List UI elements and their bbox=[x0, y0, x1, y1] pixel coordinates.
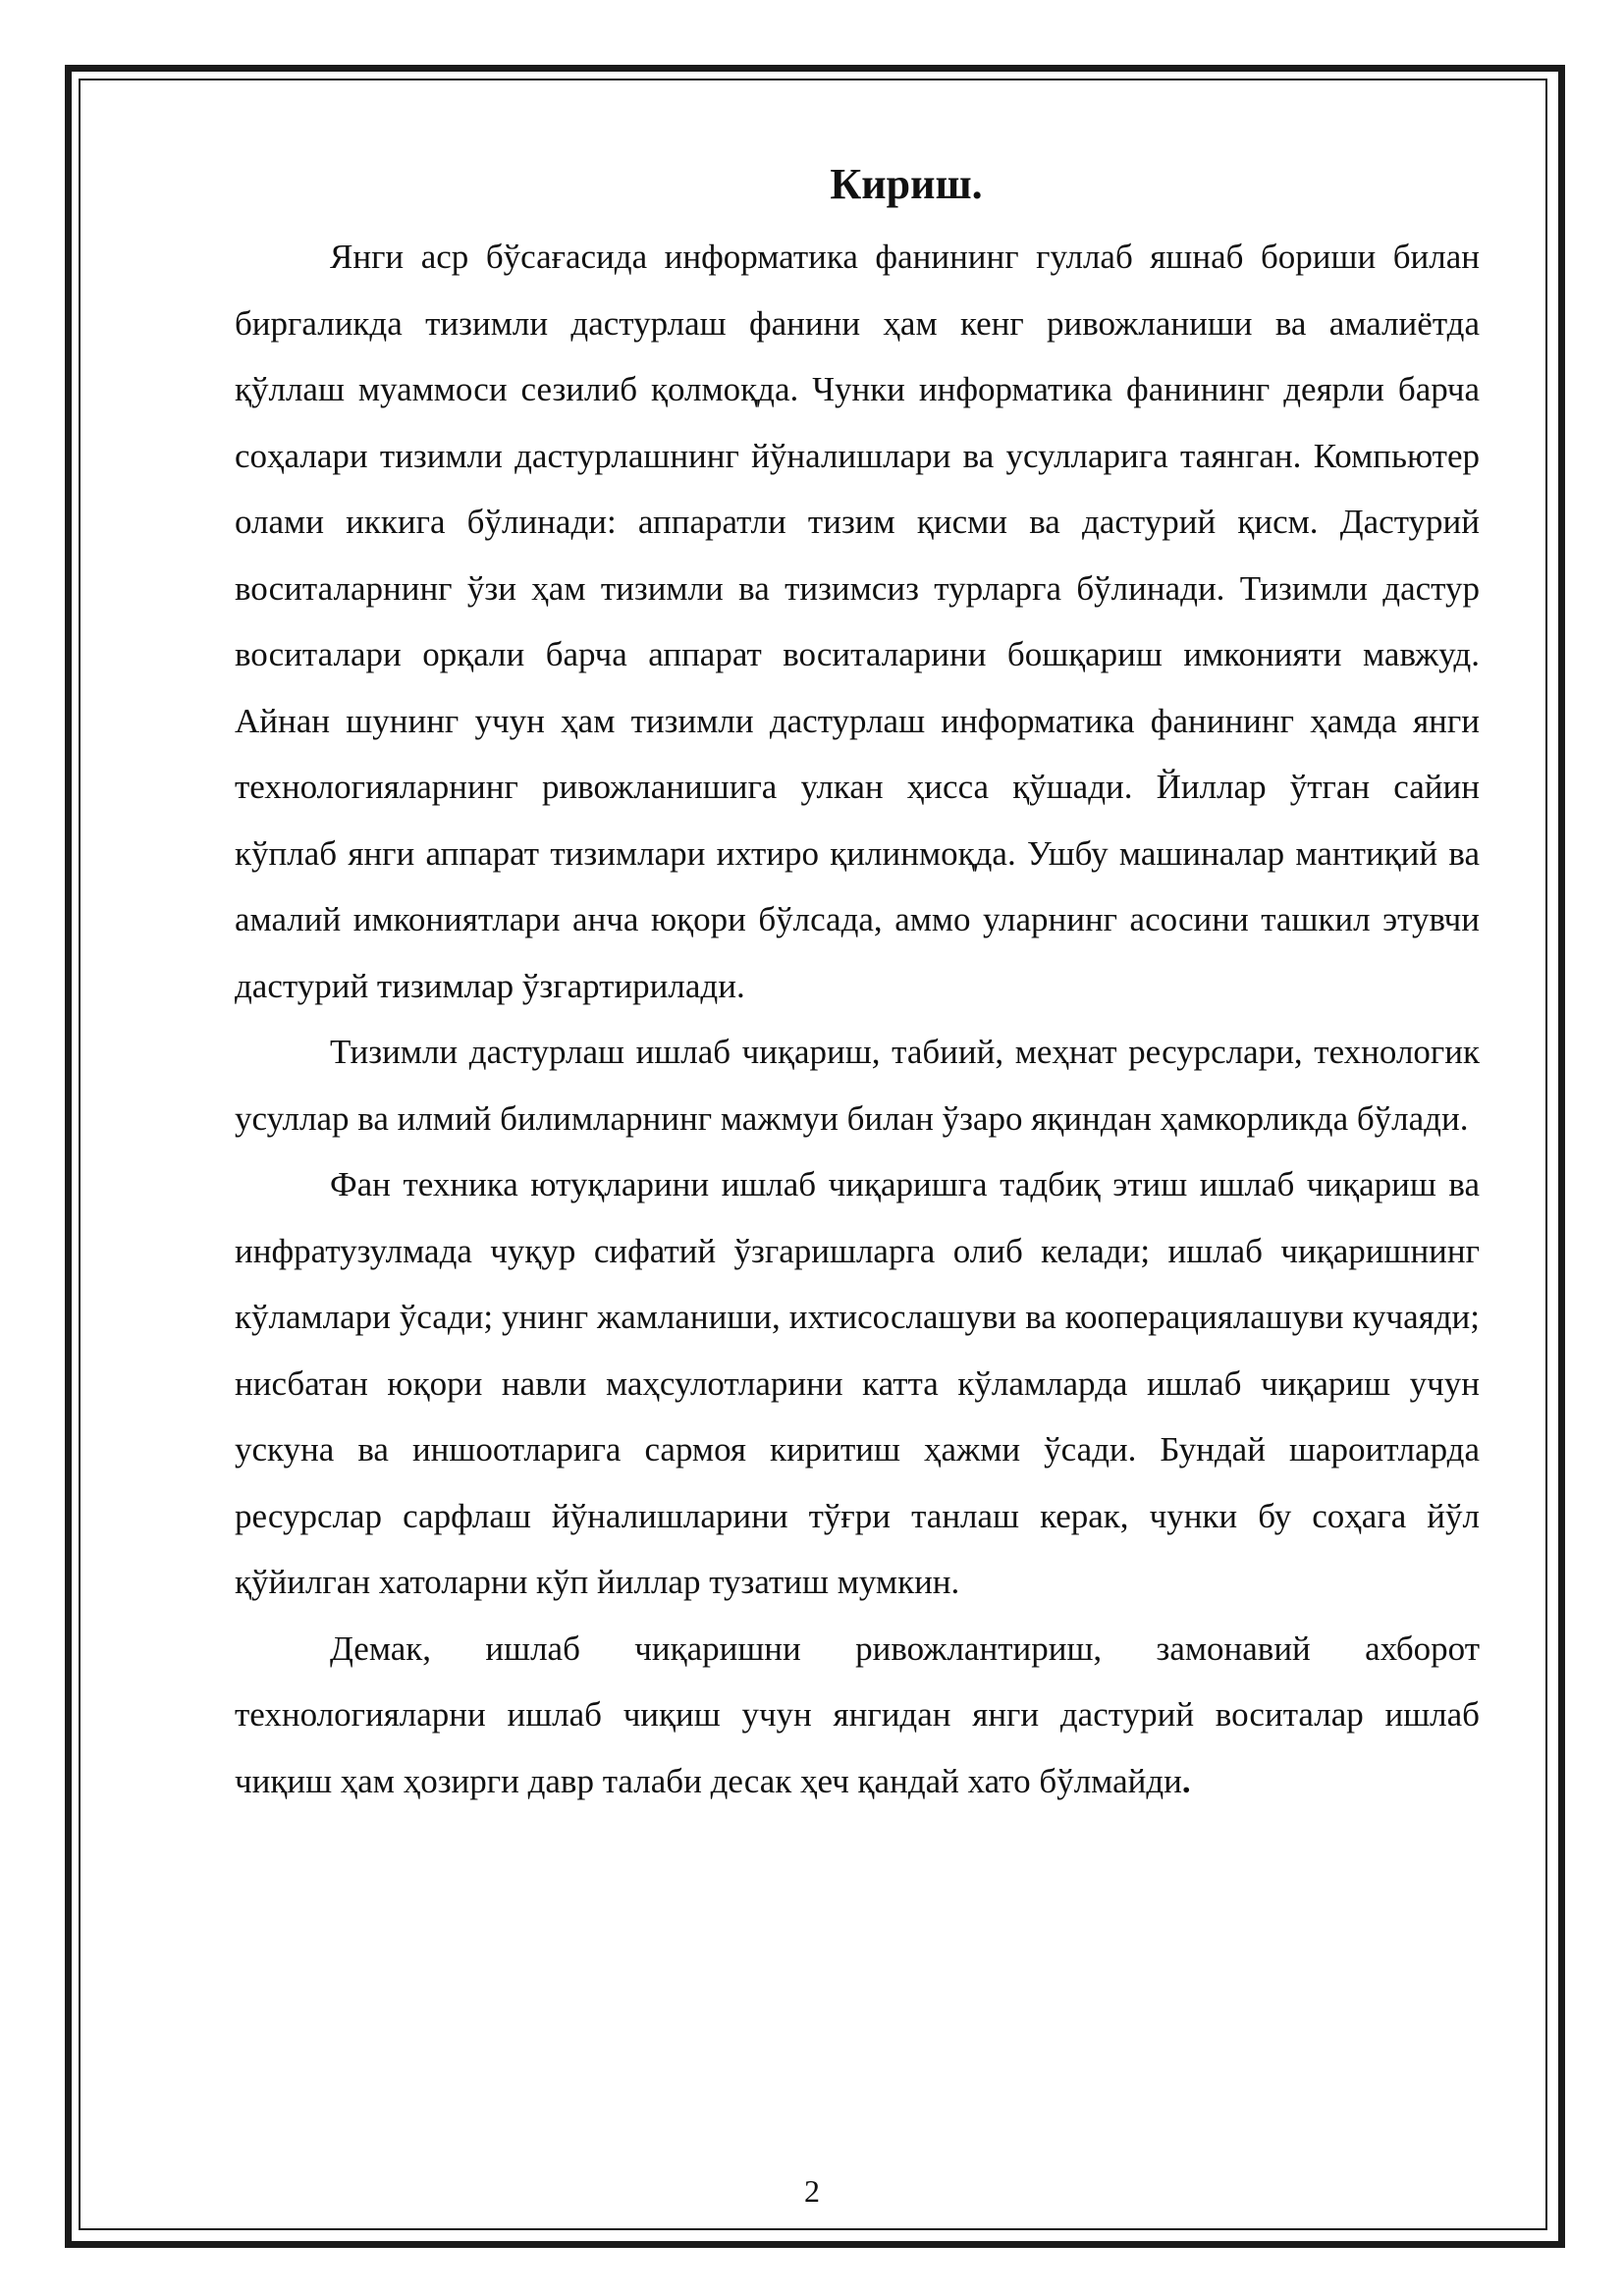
page-number: 2 bbox=[804, 2173, 820, 2209]
paragraph-4-text: Демак, ишлаб чиқаришни ривожлантириш, замонавий ахборот технологияларни ишлаб чиқиш учун янгидан янги дастурий воситалар ишлаб чиқиш ҳам ҳозирги давр талаби десак ҳеч қандай хато бўлмайди bbox=[235, 1629, 1480, 1800]
paragraph-4-final-period: . bbox=[1181, 1761, 1191, 1800]
paragraph-2: Тизимли дастурлаш ишлаб чиқариш, табиий, меҳнат ресурслари, технологик усуллар ва илмий билимларнинг мажмуи билан ўзаро яқиндан ҳамкорликда бўлади. bbox=[235, 1033, 1480, 1138]
paragraph-1: Янги аср бўсағасида информатика фанининг гуллаб яшнаб бориши билан биргаликда тизимли дастурлаш фанини ҳам кенг ривожланиши ва амалиётда қўллаш муаммоси сезилиб қолмоқда. Чунки информатика фанининг деярли барча соҳалари тизимли дастурлашнинг йўналишлари ва усулларига таянган. Компьютер олами иккига бўлинади: аппаратли тизим қисми ва дастурий қисм. Дастурий воситаларнинг ўзи ҳам тизимли ва тизимсиз турларга бўлинади. Тизимли дастур воситалари орқали барча аппарат воситаларини бошқариш имконияти мавжуд. Айнан шунинг учун ҳам тизимли дастурлаш информатика фанининг ҳамда янги технологияларнинг ривожланишига улкан ҳисса қўшади. Йиллар ўтган сайин кўплаб янги аппарат тизимлари ихтиро қилинмоқда. Ушбу машиналар мантиқий ва амалий имкониятлари анча юқори бўлсада, аммо уларнинг асосини ташкил этувчи дастурий тизимлар ўзгартирилади. bbox=[235, 238, 1480, 1005]
paragraph-4 bbox=[235, 1616, 1480, 1815]
paragraph-3: Фан техника ютуқларини ишлаб чиқаришга тадбиқ этиш ишлаб чиқариш ва инфратузулмада чуқур сифатий ўзгаришларга олиб келади; ишлаб чиқаришнинг кўламлари ўсади; унинг жамланиши, ихтисослашуви ва кооперациялашуви кучаяди; нисбатан юқори навли маҳсулотларини катта кўламларда ишлаб чиқариш учун ускуна ва иншоотларига сармоя киритиш ҳажми ўсади. Бундай шароитларда ресурслар сарфлаш йўналишларини тўғри танлаш керак, чунки бу соҳага йўл қўйилган хатоларни кўп йиллар тузатиш мумкин. bbox=[235, 1165, 1480, 1601]
document-body bbox=[235, 157, 1480, 1814]
document-title: Кириш. bbox=[830, 160, 983, 208]
